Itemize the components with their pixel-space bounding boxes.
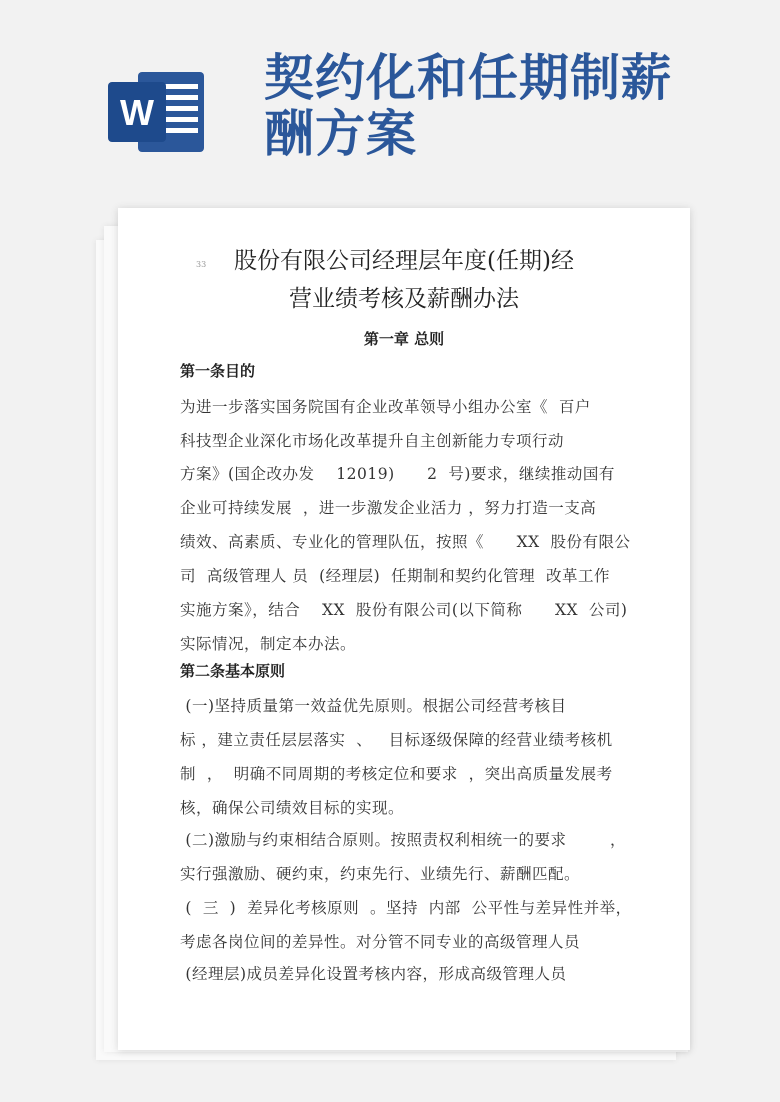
- body-line: 标 ，建立责任层层落实 、 目标逐级保障的经营业绩考核机: [180, 731, 613, 749]
- section-heading: 第二条基本原则: [180, 662, 286, 680]
- document-page: [118, 208, 690, 1050]
- banner-title-line2: 酬方案: [264, 105, 417, 163]
- chapter-heading: 第一章 总则: [363, 330, 445, 348]
- body-line: 核，确保公司绩效目标的实现。: [180, 799, 405, 817]
- body-line: ( 三 ) 差异化考核原则 。坚持 内部 公平性与差异性并举，: [180, 899, 632, 917]
- body-line: (一)坚持质量第一效益优先原则。根据公司经营考核目: [180, 697, 567, 715]
- body-line: 司 高级管理人 员 (经理层) 任期制和契约化管理 改革工作: [180, 567, 610, 585]
- body-line: 考虑各岗位间的差异性。对分管不同专业的高级管理人员: [180, 933, 581, 951]
- body-line: 绩效、高素质、专业化的管理队伍，按照《 XX 股份有限公: [180, 533, 631, 551]
- body-line: 实际情况，制定本办法。: [180, 635, 357, 653]
- body-line: 实施方案》，结合 XX 股份有限公司(以下简称 XX 公司): [180, 601, 628, 619]
- body-line: (二)激励与约束相结合原则。按照责权利相统一的要求 ，: [180, 831, 626, 849]
- page-mark: 33: [196, 260, 207, 269]
- document-title-line2: 营业绩考核及薪酬办法: [289, 286, 519, 312]
- body-line: 企业可持续发展 ，进一步激发企业活力 ，努力打造一支高: [180, 499, 597, 517]
- body-line: 为进一步落实国务院国有企业改革领导小组办公室《 百户: [180, 398, 591, 416]
- body-line: (经理层)成员差异化设置考核内容，形成高级管理人员: [180, 965, 567, 983]
- section-heading: 第一条目的: [180, 362, 256, 380]
- document-title-line1: 股份有限公司经理层年度(任期)经: [234, 248, 574, 274]
- banner-title-line1: 契约化和任期制薪: [264, 49, 672, 107]
- banner-title: [264, 50, 714, 162]
- body-line: 科技型企业深化市场化改革提升自主创新能力专项行动: [180, 432, 565, 450]
- word-logo-letter: W: [120, 92, 154, 133]
- body-line: 制 ， 明确不同周期的考核定位和要求 ，突出高质量发展考: [180, 765, 613, 783]
- word-icon: [108, 64, 208, 160]
- body-line: 方案》(国企改办发 12019) 2 号)要求，继续推动国有: [180, 465, 615, 483]
- document-title: [158, 242, 650, 318]
- word-logo: [108, 64, 208, 160]
- body-line: 实行强激励、硬约束，约束先行、业绩先行、薪酬匹配。: [180, 865, 581, 883]
